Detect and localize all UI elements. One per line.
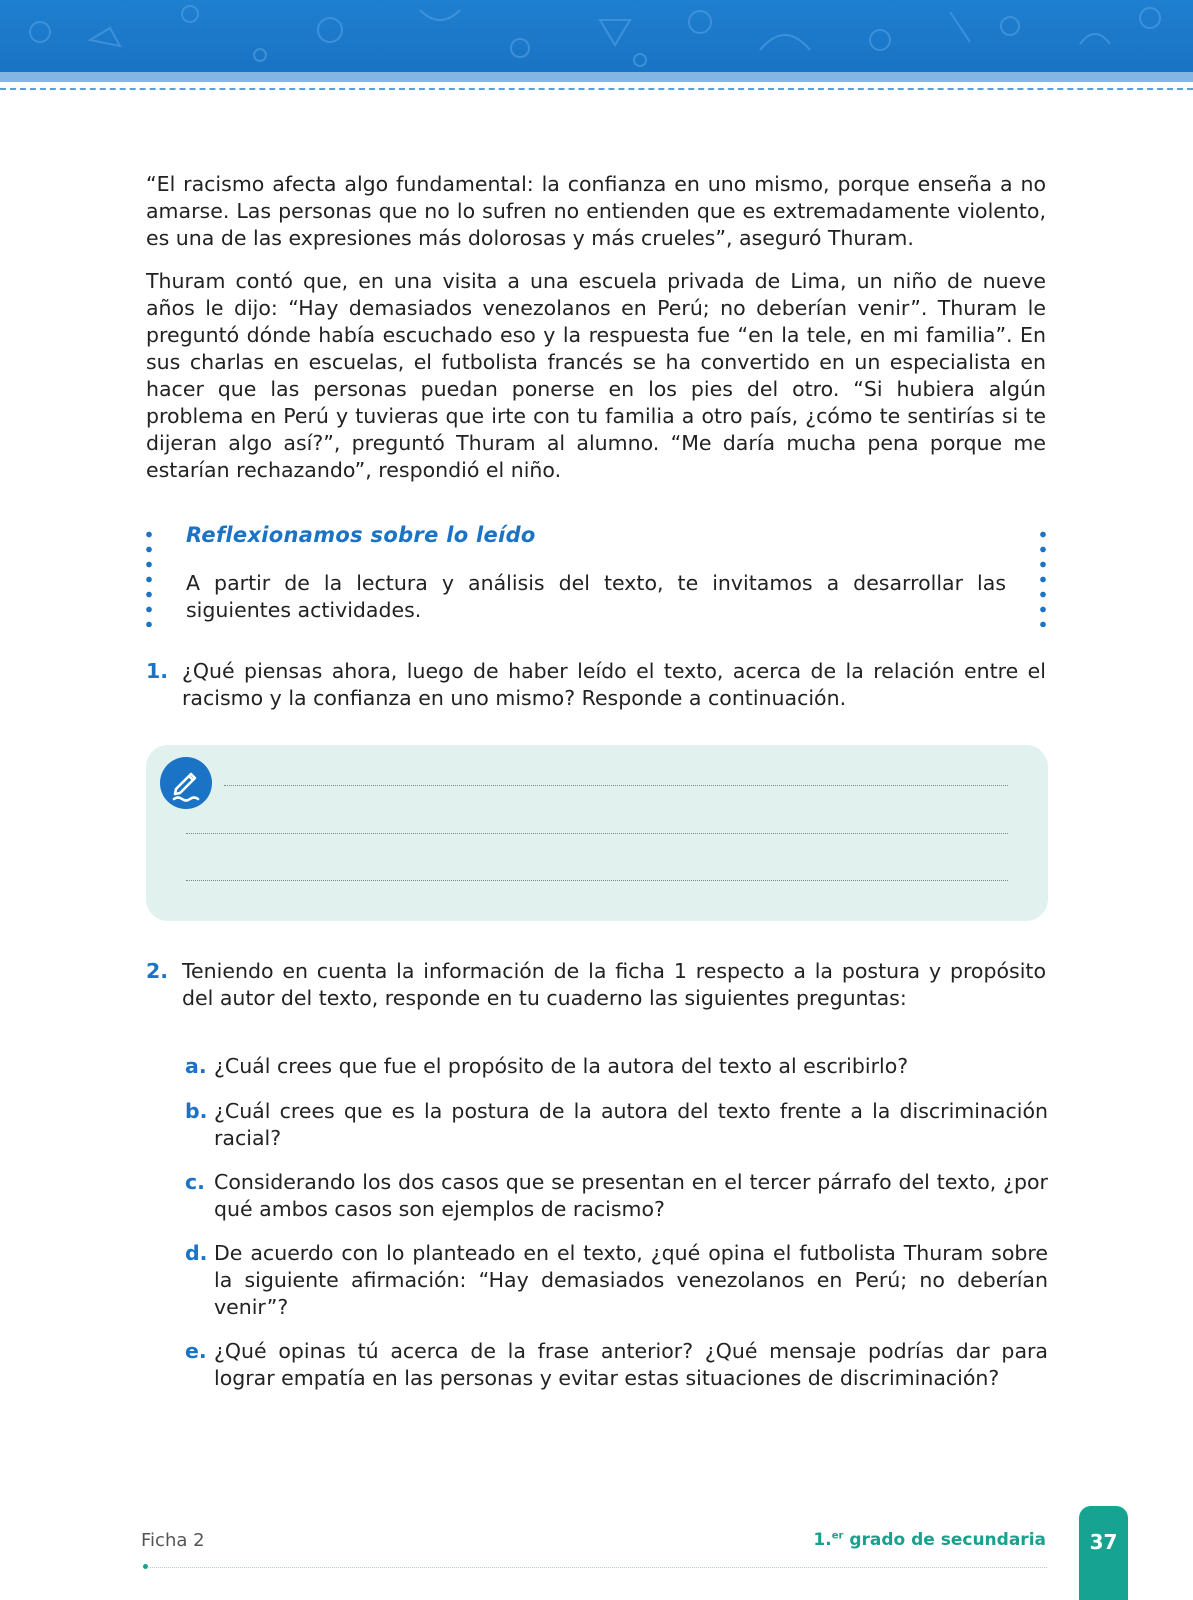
subquestion-letter: e. — [185, 1339, 207, 1363]
subquestion-text: ¿Cuál crees que es la postura de la autora del texto frente a la discriminación racial? — [214, 1099, 1048, 1150]
dotted-border-left — [146, 527, 152, 627]
subquestion-letter: a. — [185, 1054, 207, 1078]
answer-line[interactable] — [186, 833, 1008, 834]
answer-line[interactable] — [186, 880, 1008, 881]
question-1 — [146, 658, 1046, 712]
question-number: 2. — [146, 959, 169, 983]
header-strip — [0, 72, 1193, 82]
subquestion-text: Considerando los dos casos que se presentan en el tercer párrafo del texto, ¿por qué ambos casos son ejemplos de racismo? — [214, 1170, 1048, 1221]
subquestion-text: De acuerdo con lo planteado en el texto, ¿qué opina el futbolista Thuram sobre la siguiente afirmación: “Hay demasiados venezolanos en Perú; no deberían venir”? — [214, 1241, 1048, 1319]
dotted-border-right — [1040, 527, 1046, 627]
question-text: Teniendo en cuenta la información de la ficha 1 respecto a la postura y propósito del autor del texto, responde en tu cuaderno las siguientes preguntas: — [182, 959, 1046, 1010]
question-number: 1. — [146, 659, 169, 683]
paragraph-racism-quote: “El racismo afecta algo fundamental: la confianza en uno mismo, porque enseña a no amarse. Las personas que no lo sufren no entienden que es extremadamente violento, es una de las expresiones más dolorosas y más crueles”, aseguró Thuram. — [146, 172, 1046, 250]
pencil-icon — [160, 757, 212, 809]
page-number: 37 — [1089, 1530, 1118, 1554]
subquestion-letter: c. — [185, 1170, 205, 1194]
subquestion-d — [185, 1240, 1048, 1321]
header-doodles — [0, 0, 1193, 72]
reflection-title: Reflexionamos sobre lo leído — [186, 523, 536, 547]
subquestion-e — [185, 1338, 1048, 1392]
question-2 — [146, 958, 1046, 1012]
header-banner — [0, 0, 1193, 72]
subquestion-text: ¿Cuál crees que fue el propósito de la autora del texto al escribirlo? — [214, 1054, 909, 1078]
paragraph-thuram-visit: Thuram contó que, en una visita a una escuela privada de Lima, un niño de nueve años le dijo: “Hay demasiados venezolanos en Perú; no deberían venir”. Thuram le preguntó dónde había escuchado eso y la respuesta fue “en la tele, en mi familia”. En sus charlas en escuelas, el futbolista francés se ha convertido en un especialista en hacer que las personas puedan ponerse en los pies del otro. “Si hubiera algún problema en Perú y tuvieras que irte con tu familia a otro país, ¿cómo te sentirías si te dijeran algo así?”, preguntó Thuram al alumno. “Me daría mucha pena porque me estarían rechazando”, respondió el niño. — [146, 269, 1046, 482]
reflection-text: A partir de la lectura y análisis del texto, te invitamos a desarrollar las siguientes actividades. — [186, 571, 1006, 622]
reflection-section — [146, 523, 1046, 627]
grade-number: 1. — [813, 1530, 832, 1550]
subquestion-c — [185, 1169, 1048, 1223]
footer-ficha-label: Ficha 2 — [141, 1530, 205, 1551]
subquestion-text: ¿Qué opinas tú acerca de la frase anterior? ¿Qué mensaje podrías dar para lograr empatía en las personas y evitar estas situaciones de discriminación? — [214, 1339, 1048, 1390]
grade-text: grado de secundaria — [843, 1530, 1046, 1550]
subquestion-letter: d. — [185, 1241, 208, 1265]
footer-grade — [813, 1530, 1046, 1550]
answer-box[interactable] — [146, 745, 1048, 921]
question-text: ¿Qué piensas ahora, luego de haber leído el texto, acerca de la relación entre el racismo y la confianza en uno mismo? Responde a continuación. — [182, 659, 1046, 710]
subquestion-letter: b. — [185, 1099, 208, 1123]
answer-line[interactable] — [224, 785, 1008, 786]
page-number-tab — [1079, 1506, 1128, 1600]
footer-divider — [147, 1567, 1047, 1568]
header-divider — [0, 88, 1193, 90]
grade-superscript: er — [831, 1530, 844, 1542]
subquestion-b — [185, 1098, 1048, 1152]
subquestion-a — [185, 1053, 1048, 1080]
